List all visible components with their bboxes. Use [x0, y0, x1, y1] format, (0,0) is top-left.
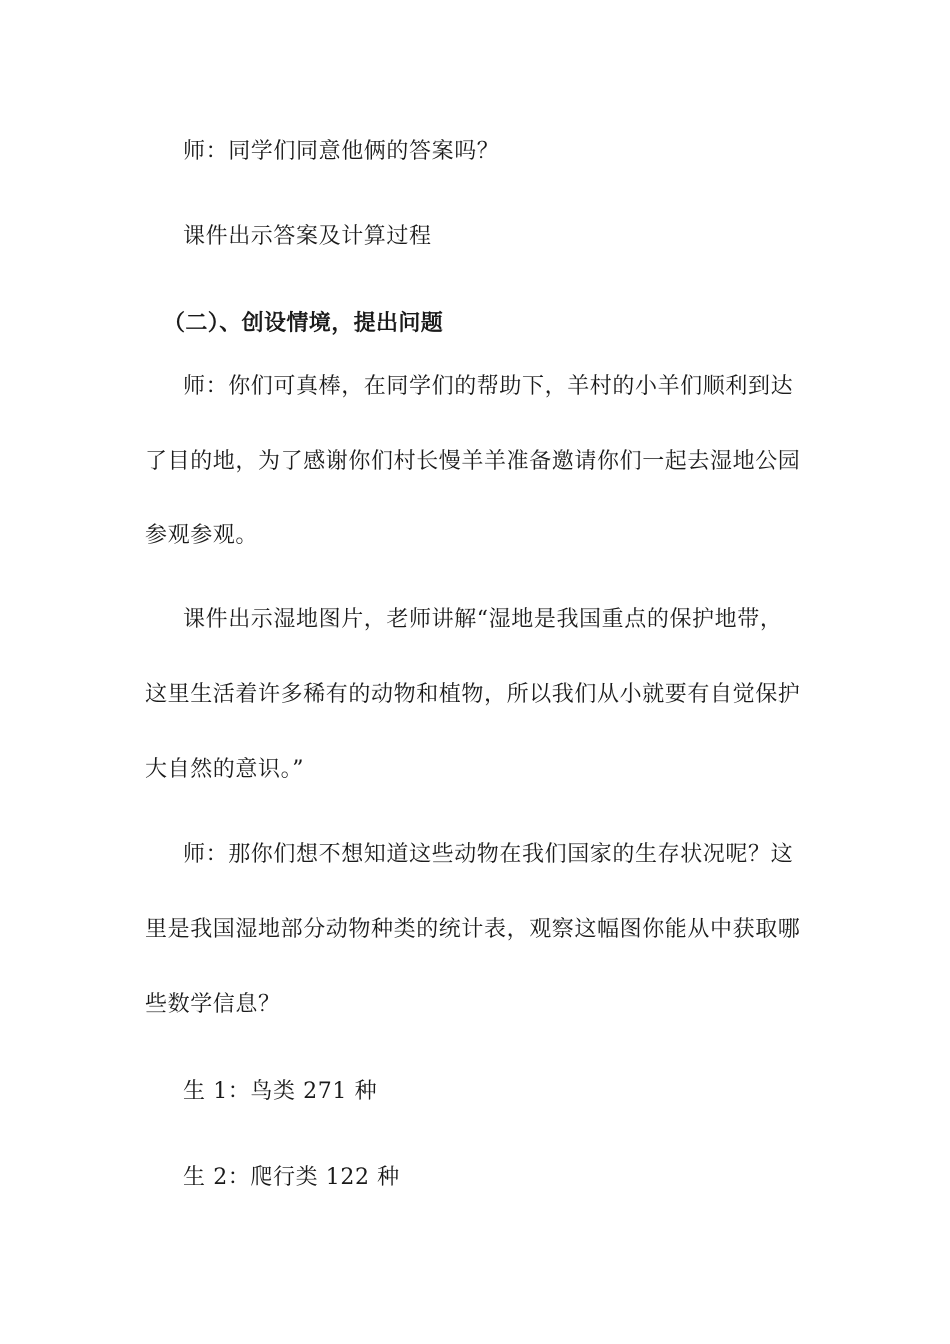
student-answer-line: 生 1：鸟类 271 种 — [183, 1079, 378, 1104]
paragraph-line: 些数学信息？ — [145, 992, 281, 1017]
section-heading: （二）、创设情境，提出问题 — [163, 311, 444, 336]
paragraph-line: 师：你们可真棒，在同学们的帮助下，羊村的小羊们顺利到达 — [183, 374, 794, 399]
paragraph-line: 里是我国湿地部分动物种类的统计表，观察这幅图你能从中获取哪 — [145, 917, 801, 942]
paragraph-line: 师：那你们想不想知道这些动物在我们国家的生存状况呢？这 — [183, 842, 794, 867]
teacher-question-line: 师：同学们同意他俩的答案吗？ — [183, 139, 500, 164]
paragraph-line: 了目的地，为了感谢你们村长慢羊羊准备邀请你们一起去湿地公园 — [145, 449, 801, 474]
paragraph-line: 课件出示湿地图片，老师讲解“湿地是我国重点的保护地带， — [183, 607, 783, 632]
paragraph-line: 大自然的意识。” — [145, 757, 305, 782]
paragraph-line: 参观参观。 — [145, 523, 259, 548]
courseware-answer-line: 课件出示答案及计算过程 — [183, 224, 432, 249]
student-answer-line: 生 2：爬行类 122 种 — [183, 1165, 400, 1190]
paragraph-line: 这里生活着许多稀有的动物和植物，所以我们从小就要有自觉保护 — [145, 682, 801, 707]
